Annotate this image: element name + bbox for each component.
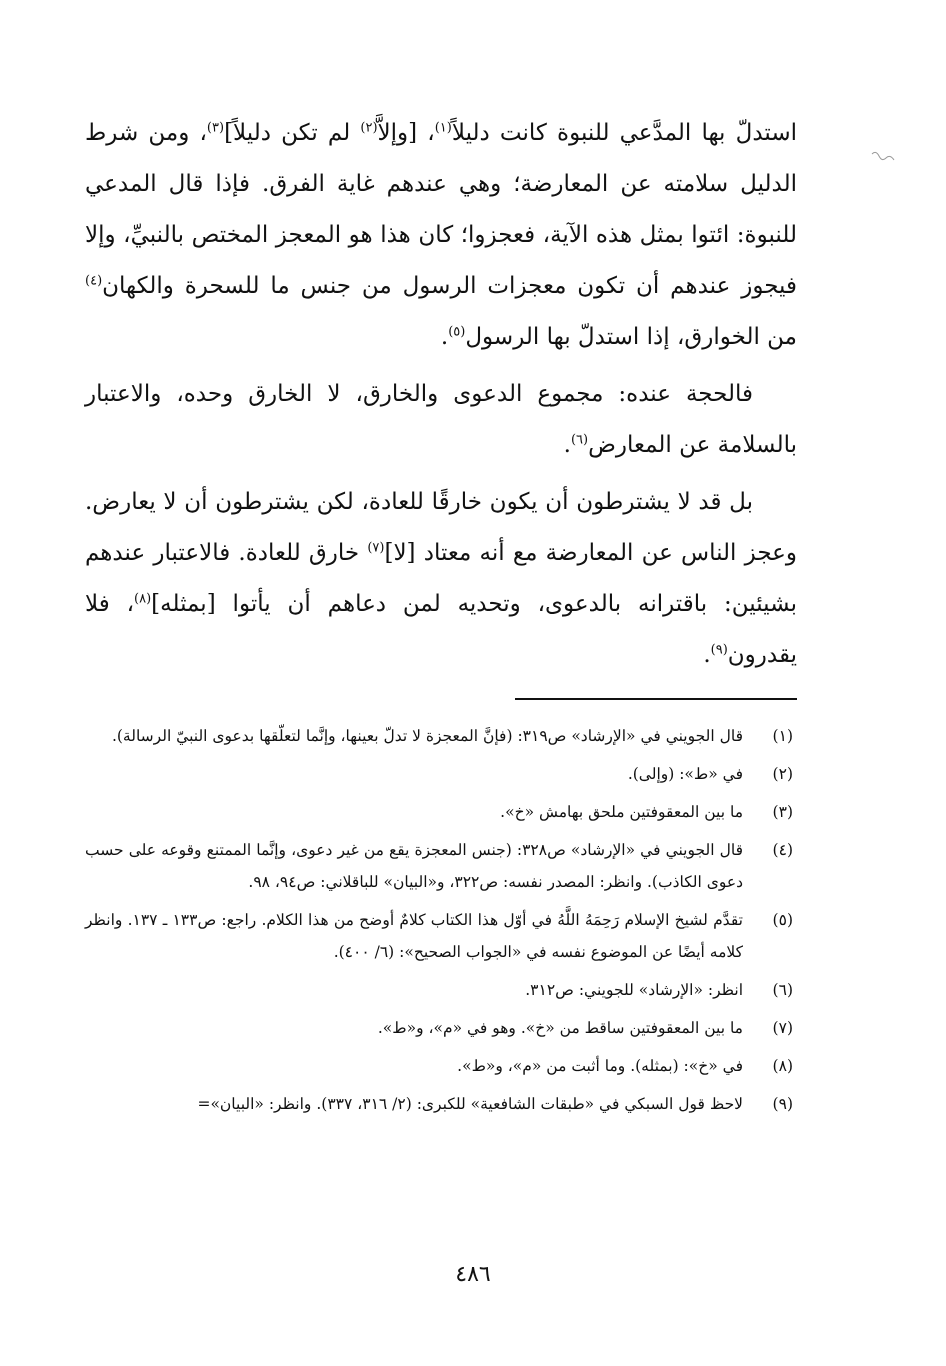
footnote-text: تقدَّم لشيخ الإسلام رَحِمَهُ اللَّهُ في أوّل هذا الكتاب كلامٌ أوضح من هذا الكلام. راجع: ص١٣٣ ـ ١٣٧. وانظر كلامه أيضًا عن الموضوع نفسه في «الجواب الصحيح»: (٦/ ٤٠٠).	[85, 911, 743, 961]
footnote-ref: (٨)	[134, 591, 152, 607]
footnote-text: في «خ»: (بمثله). وما أثبت من «م»، و«ط».	[457, 1057, 743, 1075]
body-text: .	[440, 324, 449, 350]
footnote-item	[85, 1050, 797, 1082]
footnote-ref: (٦)	[570, 432, 589, 448]
body-text: بل قد لا يشترطون أن يكون خارقًا للعادة، لكن يشترطون أن لا يعارض. وعجز الناس عن المعارضة مع أنه معتاد [لا]	[85, 489, 798, 566]
body-text: .	[703, 642, 711, 668]
body-paragraph	[85, 369, 797, 471]
footnote-item	[85, 796, 797, 828]
footnotes	[85, 720, 797, 1126]
page-number: ٤٨٦	[455, 1262, 491, 1287]
footnote-text: لاحظ قول السبكي في «طبقات الشافعية» للكبرى: (٢/ ٣١٦، ٣٣٧). وانظر: «البيان»=	[197, 1095, 743, 1113]
footnote-ref: (٢)	[360, 120, 378, 136]
footnote-number: (٨)	[772, 1057, 793, 1075]
body-text: لم تكن دليلاً]	[224, 120, 361, 146]
margin-pen-mark	[870, 148, 898, 168]
footnote-ref: (٧)	[367, 540, 385, 556]
main-text	[85, 108, 797, 681]
footnote-ref: (٤)	[85, 273, 103, 289]
footnote-number: (٥)	[772, 911, 793, 929]
footnote-item	[85, 1012, 797, 1044]
body-text: استدلّ بها المدَّعي للنبوة كانت دليلاً	[451, 120, 798, 146]
body-text: ، فلا يقدرون	[85, 591, 797, 668]
body-text: خارق للعادة. فالاعتبار عندهم بشيئين: باقترانه بالدعوى، وتحديه لمن دعاهم أن يأتوا [بمثله]	[85, 540, 797, 617]
footnote-number: (٣)	[772, 803, 793, 821]
footnote-text: ما بين المعقوفتين ملحق بهامش «خ».	[500, 803, 743, 821]
footnote-item	[85, 758, 797, 790]
footnote-number: (٤)	[772, 841, 793, 859]
footnote-item	[85, 904, 797, 968]
body-paragraph	[85, 108, 797, 363]
body-paragraph	[85, 477, 797, 681]
body-text: .	[563, 432, 571, 458]
footnote-ref: (١)	[434, 120, 452, 136]
footnote-item	[85, 720, 797, 752]
footnote-number: (١)	[772, 727, 793, 745]
footnote-ref: (٣)	[206, 120, 225, 136]
footnote-item	[85, 834, 797, 898]
body-text: ، ومن شرط الدليل سلامته عن المعارضة؛ وهي عندهم غاية الفرق. فإذا قال المدعي للنبوة: ائتوا بمثل هذه الآية، فعجزوا؛ كان هذا هو المعجز المختص بالنبيِّ، وإلا فيجوز عندهم أن تكون معجزات الرسول من جنس ما للسحرة والكهان	[85, 120, 797, 299]
footnote-ref: (٩)	[710, 642, 728, 658]
footnote-separator	[515, 698, 797, 700]
footnote-text: قال الجويني في «الإرشاد» ص٣٢٨: (جنس المعجزة يقع من غير دعوى، وإنَّما الممتنع وقوعه على حسب دعوى الكاذب). وانظر: المصدر نفسه: ص٣٢٢، و«البيان» للباقلاني: ص٩٤، ٩٨.	[85, 841, 743, 891]
body-text: فالحجة عنده: مجموع الدعوى والخارق، لا الخارق وحده، والاعتبار بالسلامة عن المعارض	[85, 381, 797, 458]
body-text: من الخوارق، إذا استدلّ بها الرسول	[465, 324, 797, 350]
footnote-number: (٦)	[772, 981, 793, 999]
footnote-ref: (٥)	[448, 324, 466, 340]
footnote-number: (٩)	[772, 1095, 793, 1113]
footnote-number: (٧)	[772, 1019, 793, 1037]
footnote-number: (٢)	[772, 765, 793, 783]
footnote-text: انظر: «الإرشاد» للجويني: ص٣١٢.	[525, 981, 743, 999]
footnote-item	[85, 974, 797, 1006]
footnote-text: ما بين المعقوفتين ساقط من «خ». وهو في «م»، و«ط».	[377, 1019, 743, 1037]
footnote-item	[85, 1088, 797, 1120]
body-text: ، [وإلاَّ	[377, 120, 435, 146]
footnote-text: قال الجويني في «الإرشاد» ص٣١٩: (فإنَّ المعجزة لا تدلّ بعينها، وإنَّما لتعلّقها بدعوى النبيّ الرسالة).	[111, 727, 743, 745]
footnote-text: في «ط»: (وإلى).	[627, 765, 743, 783]
